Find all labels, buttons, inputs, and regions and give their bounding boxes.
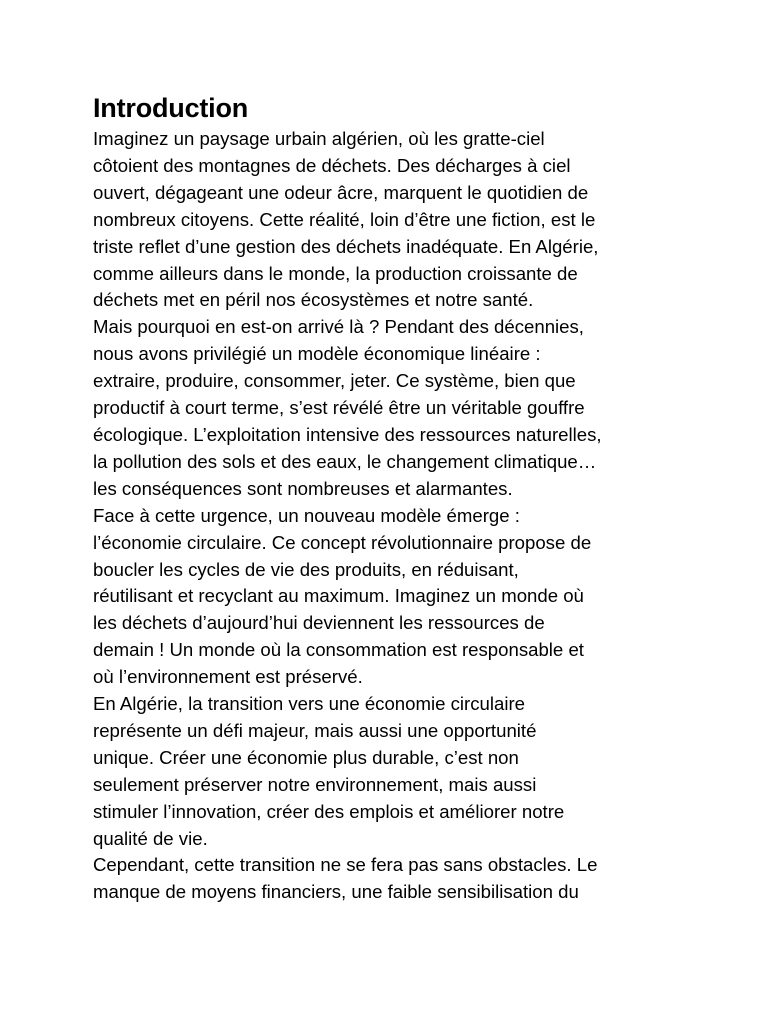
text-line: réutilisant et recyclant au maximum. Imaginez un monde où: [93, 585, 584, 607]
text-line: déchets met en péril nos écosystèmes et notre santé.: [93, 289, 534, 311]
text-line: boucler les cycles de vie des produits, en réduisant,: [93, 558, 519, 580]
section-heading: Introduction: [93, 93, 249, 123]
text-line: Face à cette urgence, un nouveau modèle émerge :: [93, 504, 520, 526]
paragraph-1: [93, 126, 685, 314]
text-line: Cependant, cette transition ne se fera pas sans obstacles. Le: [93, 854, 598, 876]
text-line: les conséquences sont nombreuses et alarmantes.: [93, 477, 513, 499]
text-line: nombreux citoyens. Cette réalité, loin d’être une fiction, est le: [93, 208, 596, 230]
text-line: où l’environnement est préservé.: [93, 666, 363, 688]
text-line: triste reflet d’une gestion des déchets inadéquate. En Algérie,: [93, 235, 599, 257]
text-line: côtoient des montagnes de déchets. Des décharges à ciel: [93, 154, 571, 176]
text-line: ouvert, dégageant une odeur âcre, marquent le quotidien de: [93, 181, 589, 203]
text-line: stimuler l’innovation, créer des emplois et améliorer notre: [93, 800, 565, 822]
text-line: représente un défi majeur, mais aussi une opportunité: [93, 719, 537, 741]
text-line: seulement préserver notre environnement, mais aussi: [93, 773, 537, 795]
text-line: extraire, produire, consommer, jeter. Ce système, bien que: [93, 370, 576, 392]
text-line: En Algérie, la transition vers une économie circulaire: [93, 693, 526, 715]
text-line: productif à court terme, s’est révélé être un véritable gouffre: [93, 397, 585, 419]
text-line: manque de moyens financiers, une faible sensibilisation du: [93, 881, 579, 903]
paragraph-2: [93, 314, 685, 502]
text-line: écologique. L’exploitation intensive des ressources naturelles,: [93, 423, 602, 445]
text-line: Imaginez un paysage urbain algérien, où les gratte-ciel: [93, 128, 545, 149]
paragraph-5: [93, 852, 685, 906]
paragraph-3: [93, 503, 685, 691]
paragraph-4: [93, 691, 685, 852]
text-line: qualité de vie.: [93, 827, 208, 849]
text-line: l’économie circulaire. Ce concept révolutionnaire propose de: [93, 531, 592, 553]
text-line: demain ! Un monde où la consommation est responsable et: [93, 639, 584, 661]
text-line: Mais pourquoi en est-on arrivé là ? Pendant des décennies,: [93, 316, 584, 338]
text-line: la pollution des sols et des eaux, le changement climatique…: [93, 450, 597, 472]
text-line: nous avons privilégié un modèle économique linéaire :: [93, 343, 541, 365]
text-line: unique. Créer une économie plus durable, c’est non: [93, 746, 519, 768]
text-line: les déchets d’aujourd’hui deviennent les ressources de: [93, 612, 545, 634]
text-line: comme ailleurs dans le monde, la production croissante de: [93, 262, 578, 284]
document-body: [93, 90, 685, 906]
